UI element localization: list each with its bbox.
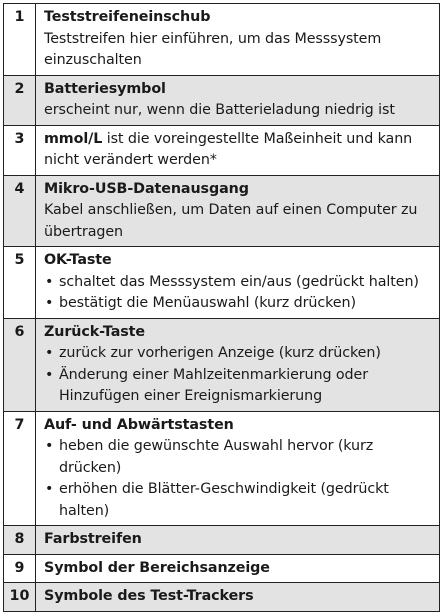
row-description: erscheint nur, wenn die Batterieladung niedrig ist [44,102,395,118]
row-number: 5 [3,247,36,318]
table-row [3,247,440,319]
table-row [3,555,440,584]
row-title: OK-Taste [44,252,112,268]
row-number: 4 [3,176,36,247]
bullet-item: • Änderung einer Mahlzeitenmarkierung oder Hinzufügen einer Ereignismarkierung [44,365,433,408]
row-number: 3 [3,126,36,175]
row-description: ist die voreingestellte Maßeinheit und kann nicht verändert werden* [44,130,413,168]
bullet-item: • erhöhen die Blätter-Geschwindigkeit (gedrückt halten) [44,479,433,522]
row-title: Mikro-USB-Datenausgang [44,180,249,197]
row-title: Zurück-Taste [44,323,145,340]
row-content [36,412,440,526]
table-row [3,176,440,248]
row-title: Farbstreifen [44,531,142,547]
row-content [36,319,440,411]
row-content [36,126,440,175]
bullet-item: • heben die gewünschte Auswahl hervor (kurz drücken) [44,436,433,479]
row-content [36,526,440,554]
row-number: 1 [3,4,36,75]
row-description: Teststreifen hier einführen, um das Messsystem einzuschalten [44,30,382,68]
row-title: mmol/L [44,130,103,147]
table-row [3,319,440,412]
row-title: Batteriesymbol [44,80,166,97]
table-row [3,526,440,555]
bullet-list [44,272,433,315]
row-content [36,555,440,583]
row-number: 8 [3,526,36,554]
bullet-item: • schaltet das Messsystem ein/aus (gedrückt halten) [44,272,433,294]
table-row [3,4,440,76]
row-content [36,4,440,75]
row-title: Auf- und Abwärtstasten [44,416,234,433]
row-title: Symbole des Test-Trackers [44,588,254,604]
bullet-list [44,436,433,522]
legend-table [3,3,440,612]
row-content [36,176,440,247]
row-number: 10 [3,583,36,611]
row-content [36,583,440,611]
row-description: Kabel anschließen, um Daten auf einen Computer zu übertragen [44,202,418,240]
row-content [36,76,440,125]
row-title: Teststreifeneinschub [44,9,211,25]
bullet-item: • bestätigt die Menüauswahl (kurz drücken) [44,293,433,315]
bullet-item: • zurück zur vorherigen Anzeige (kurz drücken) [44,343,433,365]
row-title: Symbol der Bereichsanzeige [44,559,270,576]
table-row [3,583,440,612]
row-number: 2 [3,76,36,125]
bullet-list [44,343,433,408]
table-row [3,76,440,126]
row-content [36,247,440,318]
row-number: 6 [3,319,36,411]
table-row [3,412,440,527]
table-row [3,126,440,176]
row-number: 7 [3,412,36,526]
row-number: 9 [3,555,36,583]
